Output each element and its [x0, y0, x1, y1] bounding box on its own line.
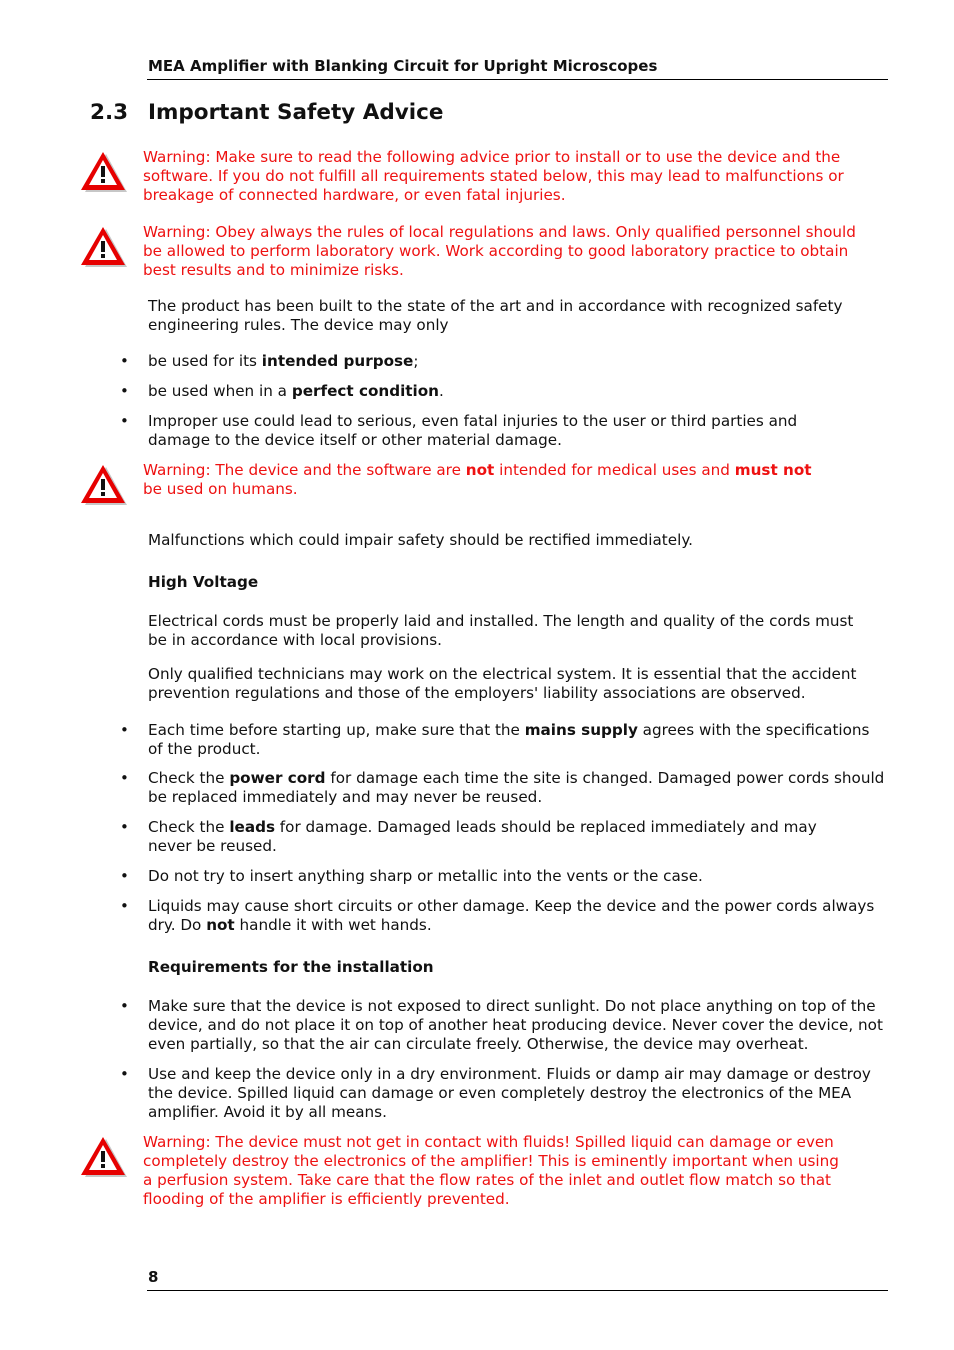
list-item: • Liquids may cause short circuits or other damage. Keep the device and the power cords always dry. Do not handle it with wet hands. [120, 897, 875, 934]
section-title: Important Safety Advice [148, 100, 444, 125]
list-item: • Check the leads for damage. Damaged leads should be replaced immediately and may never be reused. [120, 818, 817, 855]
bullet-icon: • [120, 382, 129, 400]
list-item: • Each time before starting up, make sure that the mains supply agrees with the specifications of the product. [120, 721, 870, 758]
subheading-installation: Requirements for the installation [148, 958, 434, 976]
warning-triangle-icon [80, 1136, 128, 1180]
bullet-icon: • [120, 818, 129, 836]
section-number: 2.3 [90, 100, 129, 125]
list-item: • Use and keep the device only in a dry environment. Fluids or damp air may damage or destroy the device. Spilled liquid can damage or even completely destroy the electronics of the MEA amplifier. Avoid it by all means. [120, 1065, 871, 1121]
warning-local-regulations: Warning: Obey always the rules of local regulations and laws. Only qualified personnel should be allowed to perform laboratory work. Work according to good laboratory practice to obtain best results and to minimize risks. [143, 223, 856, 279]
bullet-icon: • [120, 1065, 129, 1083]
warning-triangle-icon [80, 464, 128, 508]
bullet-icon: • [120, 997, 129, 1015]
warning-triangle-icon [80, 151, 128, 195]
bullet-icon: • [120, 352, 129, 370]
subheading-high-voltage: High Voltage [148, 573, 259, 591]
warning-triangle-icon [80, 226, 128, 270]
page-number: 8 [148, 1268, 159, 1286]
bullet-icon: • [120, 412, 129, 430]
list-item: • Do not try to insert anything sharp or metallic into the vents or the case. [120, 867, 703, 885]
list-item: • Improper use could lead to serious, even fatal injuries to the user or third parties and damage to the device itself or other material damage. [120, 412, 798, 449]
warning-fluids: Warning: The device must not get in contact with fluids! Spilled liquid can damage or even completely destroy the electronics of the amplifier! This is eminently important when using a perfusion system. Take care that the flow rates of the inlet and outlet flow match so that flooding of the amplifier is efficiently prevented. [143, 1133, 839, 1208]
intro-paragraph: The product has been built to the state of the art and in accordance with recognized safety engineering rules. The device may only [148, 297, 843, 334]
warning-read-advice: Warning: Make sure to read the following advice prior to install or to use the device and the software. If you do not fulfill all requirements stated below, this may lead to malfunctions or breakage of connected hardware, or even fatal injuries. [143, 148, 844, 204]
header-divider [147, 79, 888, 80]
paragraph-electrical-cords: Electrical cords must be properly laid and installed. The length and quality of the cords must be in accordance with local provisions. [148, 612, 854, 649]
footer-divider [147, 1290, 888, 1291]
list-item: • be used for its intended purpose; [120, 352, 419, 370]
bullet-icon: • [120, 769, 129, 787]
section-heading [90, 100, 443, 125]
list-item: • Check the power cord for damage each time the site is changed. Damaged power cords should be replaced immediately and may never be reused. [120, 769, 885, 806]
paragraph-qualified-technicians: Only qualified technicians may work on the electrical system. It is essential that the accident prevention regulations and those of the employers' liability associations are observed. [148, 665, 857, 702]
warning-not-medical: Warning: The device and the software are not intended for medical uses and must not be used on humans. [143, 461, 812, 498]
bullet-icon: • [120, 897, 129, 915]
malfunctions-paragraph: Malfunctions which could impair safety should be rectified immediately. [148, 531, 693, 549]
list-item: • Make sure that the device is not exposed to direct sunlight. Do not place anything on top of the device, and do not place it on top of another heat producing device. Never cover the device, not even partially, so that the air can circulate freely. Otherwise, the device may overheat. [120, 997, 883, 1053]
bullet-icon: • [120, 721, 129, 739]
list-item: • be used when in a perfect condition. [120, 382, 444, 400]
running-header: MEA Amplifier with Blanking Circuit for Upright Microscopes [148, 57, 658, 75]
bullet-icon: • [120, 867, 129, 885]
